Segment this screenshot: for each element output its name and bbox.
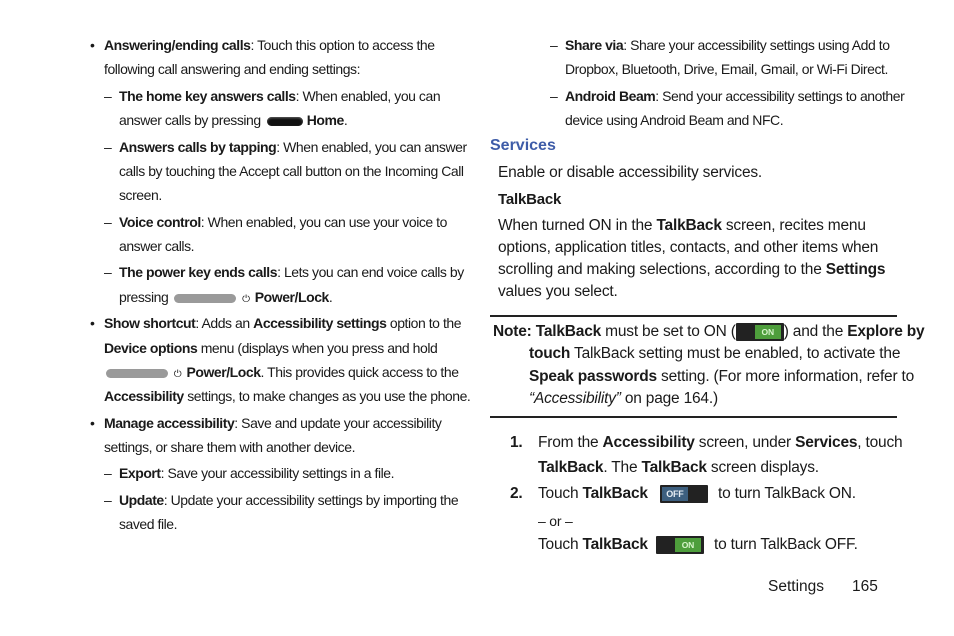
talkback-heading: TalkBack	[498, 191, 562, 208]
note-bottom-rule	[490, 416, 897, 418]
power-button-icon	[106, 369, 168, 378]
bullet-manage: • Manage accessibility: Save and update your accessibility	[90, 411, 441, 435]
update-line2: saved file.	[119, 516, 178, 532]
toggle-on-icon: ON	[736, 323, 784, 341]
bullet-dot: •	[90, 315, 95, 331]
footer-section: Settings	[768, 578, 825, 595]
item-tapping: – Answers calls by tapping: When enabled, you can answer	[90, 135, 467, 159]
shortcut-line2: Device options menu (displays when you press and hold	[104, 340, 438, 356]
power-symbol-icon: ⏻	[173, 369, 182, 380]
step2-line3: Touch TalkBack ON to turn TalkBack OFF.	[538, 536, 858, 553]
answering-line2: following call answering and ending settings:	[104, 61, 361, 77]
toggle-on-icon: ON	[656, 536, 704, 554]
step2-line1: Touch TalkBack OFF to turn TalkBack ON.	[538, 485, 856, 502]
tapping-line2: calls by touching the Accept call button on the Incoming Call	[119, 163, 464, 179]
bullet-answering: • Answering/ending calls: Touch this option to access the	[90, 33, 435, 57]
toggle-off-icon: OFF	[660, 485, 708, 503]
step1-line1: From the Accessibility screen, under Services, touch	[538, 434, 903, 451]
bullet-shortcut: • Show shortcut: Adds an Accessibility settings option to the	[90, 311, 461, 335]
dash-marker: –	[104, 492, 112, 508]
talkback-desc-line1: When turned ON in the TalkBack screen, recites menu	[498, 217, 866, 234]
bullet-dot: •	[90, 415, 95, 431]
item-voice: – Voice control: When enabled, you can use your voice to	[90, 210, 447, 234]
item-home-key: – The home key answers calls: When enabled, you can	[90, 84, 440, 108]
power-key-line2: pressing ⏻ Power/Lock.	[119, 285, 332, 312]
dash-marker: –	[104, 264, 112, 280]
note-line4: “Accessibility” on page 164.)	[529, 390, 718, 407]
share-line2: Dropbox, Bluetooth, Drive, Email, Gmail, or Wi-Fi Direct.	[565, 61, 888, 77]
manage-line2: settings, or share them with another device.	[104, 439, 356, 455]
note-line2: touch TalkBack setting must be enabled, to activate the	[529, 345, 901, 362]
item-power-key: – The power key ends calls: Lets you can end voice calls by	[90, 260, 464, 284]
page-number: 165	[852, 578, 878, 595]
dash-marker: –	[104, 139, 112, 155]
dash-marker: –	[550, 37, 558, 53]
item-update: – Update: Update your accessibility settings by importing the	[90, 488, 458, 512]
services-description: Enable or disable accessibility services.	[498, 164, 763, 181]
dash-marker: –	[104, 214, 112, 230]
dash-marker: –	[104, 88, 112, 104]
item-beam: – Android Beam: Send your accessibility settings to another	[550, 84, 904, 108]
item-export: – Export: Save your accessibility settings in a file.	[90, 461, 394, 485]
dash-marker: –	[104, 465, 112, 481]
voice-line2: answer calls.	[119, 238, 195, 254]
item-share: – Share via: Share your accessibility settings using Add to	[550, 33, 890, 57]
step1-number: 1.	[510, 434, 523, 451]
step2-or: – or –	[538, 513, 573, 529]
shortcut-line3: ⏻ Power/Lock. This provides quick access to the	[104, 360, 459, 387]
step2-number: 2.	[510, 485, 523, 502]
bullet-dot: •	[90, 37, 95, 53]
talkback-desc-line3: scrolling and making selections, according to the Settings	[498, 261, 886, 278]
home-key-line2: answer calls by pressing Home.	[119, 112, 348, 128]
beam-line2: device using Android Beam and NFC.	[565, 112, 784, 128]
power-button-icon	[174, 294, 236, 303]
shortcut-line4: Accessibility settings, to make changes as you use the phone.	[104, 388, 471, 404]
dash-marker: –	[550, 88, 558, 104]
talkback-desc-line4: values you select.	[498, 283, 618, 300]
note-line3: Speak passwords setting. (For more information, refer to	[529, 368, 915, 385]
tapping-line3: screen.	[119, 187, 162, 203]
note-top-rule	[490, 315, 897, 317]
talkback-desc-line2: options, application titles, contacts, and other items when	[498, 239, 879, 256]
note-line1: Note: TalkBack must be set to ON ( ON ) and the Explore by	[493, 323, 925, 340]
home-button-icon	[267, 117, 303, 126]
step1-line2: TalkBack. The TalkBack screen displays.	[538, 459, 819, 476]
power-symbol-icon: ⏻	[242, 294, 250, 305]
services-heading: Services	[490, 137, 556, 154]
link-accessibility[interactable]: “Accessibility”	[529, 390, 621, 407]
